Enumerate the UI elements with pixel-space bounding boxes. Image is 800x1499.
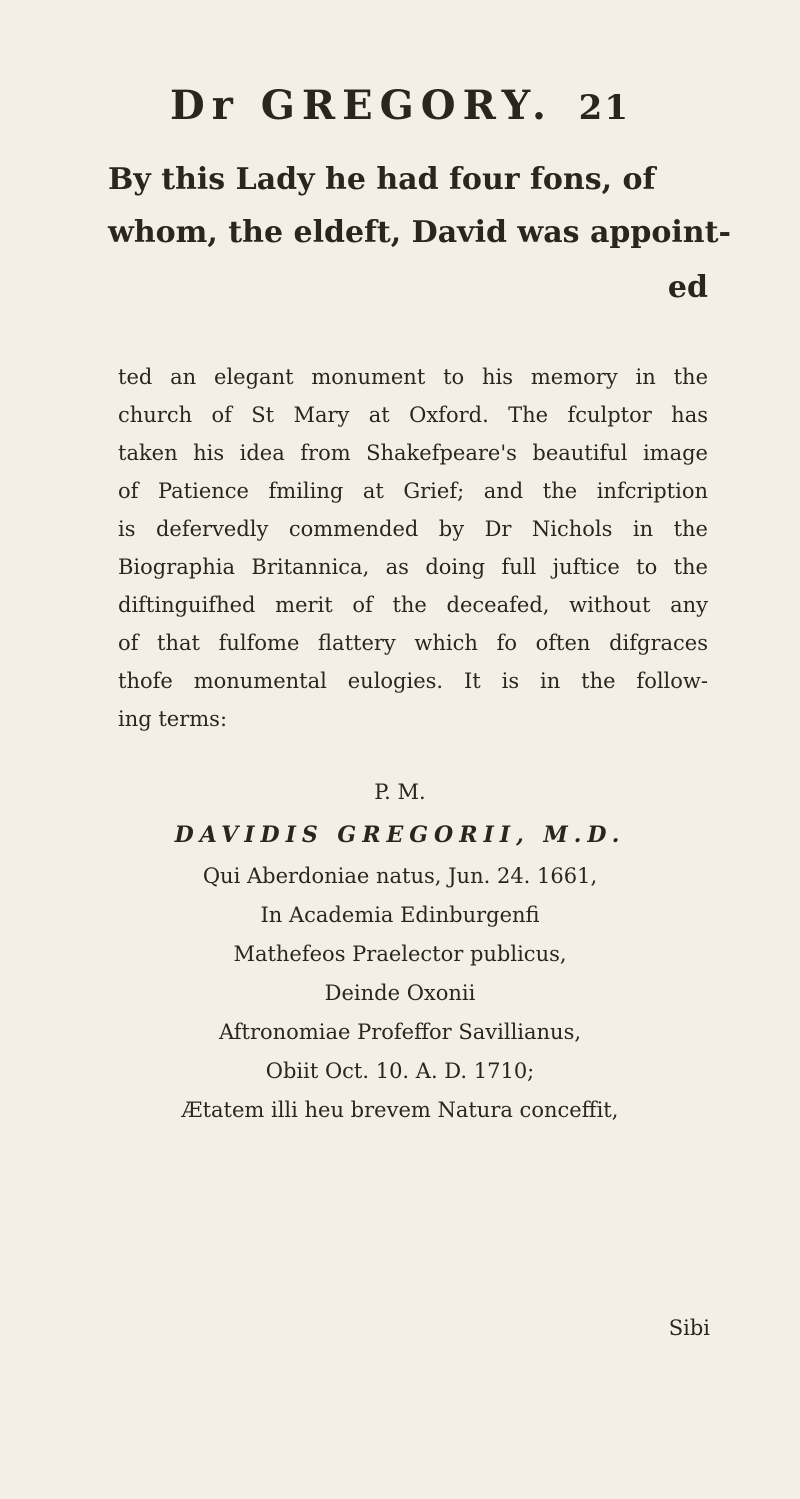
inscription-line: Deinde Oxonii bbox=[324, 981, 476, 1005]
running-header bbox=[170, 82, 630, 129]
inscription-name: DAVIDIS GREGORII, M.D. bbox=[174, 822, 626, 848]
paragraph-line: ing terms: bbox=[118, 707, 228, 731]
paragraph-line: thofe monumental eulogies. It is in the follow- bbox=[118, 669, 708, 693]
inscription-line: Aftronomiae Profeffor Savillianus, bbox=[218, 1020, 582, 1044]
opening-line-1: By this Lady he had four fons, of bbox=[108, 162, 656, 197]
paragraph-line: taken his idea from Shakefpeare's beautiful image bbox=[118, 441, 708, 465]
paragraph-line: church of St Mary at Oxford. The fculptor has bbox=[118, 403, 708, 427]
footer-catchword: Sibi bbox=[668, 1316, 710, 1340]
inscription-line: Ætatem illi heu brevem Natura conceffit, bbox=[181, 1098, 619, 1122]
header-title: Dr GREGORY. bbox=[170, 82, 553, 129]
inscription-line: Mathefeos Praelector publicus, bbox=[233, 942, 567, 966]
paragraph-line: ted an elegant monument to his memory in the bbox=[118, 365, 708, 389]
opening-line-2: whom, the eldeft, David was appoint- bbox=[108, 215, 731, 250]
inscription-pm: P. M. bbox=[374, 780, 426, 804]
inscription-line: Obiit Oct. 10. A. D. 1710; bbox=[265, 1059, 535, 1083]
paragraph-line: is defervedly commended by Dr Nichols in the bbox=[118, 517, 708, 541]
paragraph-line: of Patience fmiling at Grief; and the infcription bbox=[118, 479, 708, 503]
inscription-line: In Academia Edinburgenfi bbox=[260, 903, 540, 927]
paragraph-line: diftinguifhed merit of the deceafed, without any bbox=[118, 593, 708, 617]
paragraph-line: Biographia Britannica, as doing full juftice to the bbox=[118, 555, 708, 579]
paragraph-line: of that fulfome flattery which fo often difgraces bbox=[118, 631, 708, 655]
inscription bbox=[0, 780, 800, 1137]
inscription-line: Qui Aberdoniae natus, Jun. 24. 1661, bbox=[202, 864, 598, 888]
page-number: 21 bbox=[578, 88, 630, 128]
body-paragraph bbox=[118, 358, 708, 738]
opening-catchword: ed bbox=[667, 270, 708, 305]
